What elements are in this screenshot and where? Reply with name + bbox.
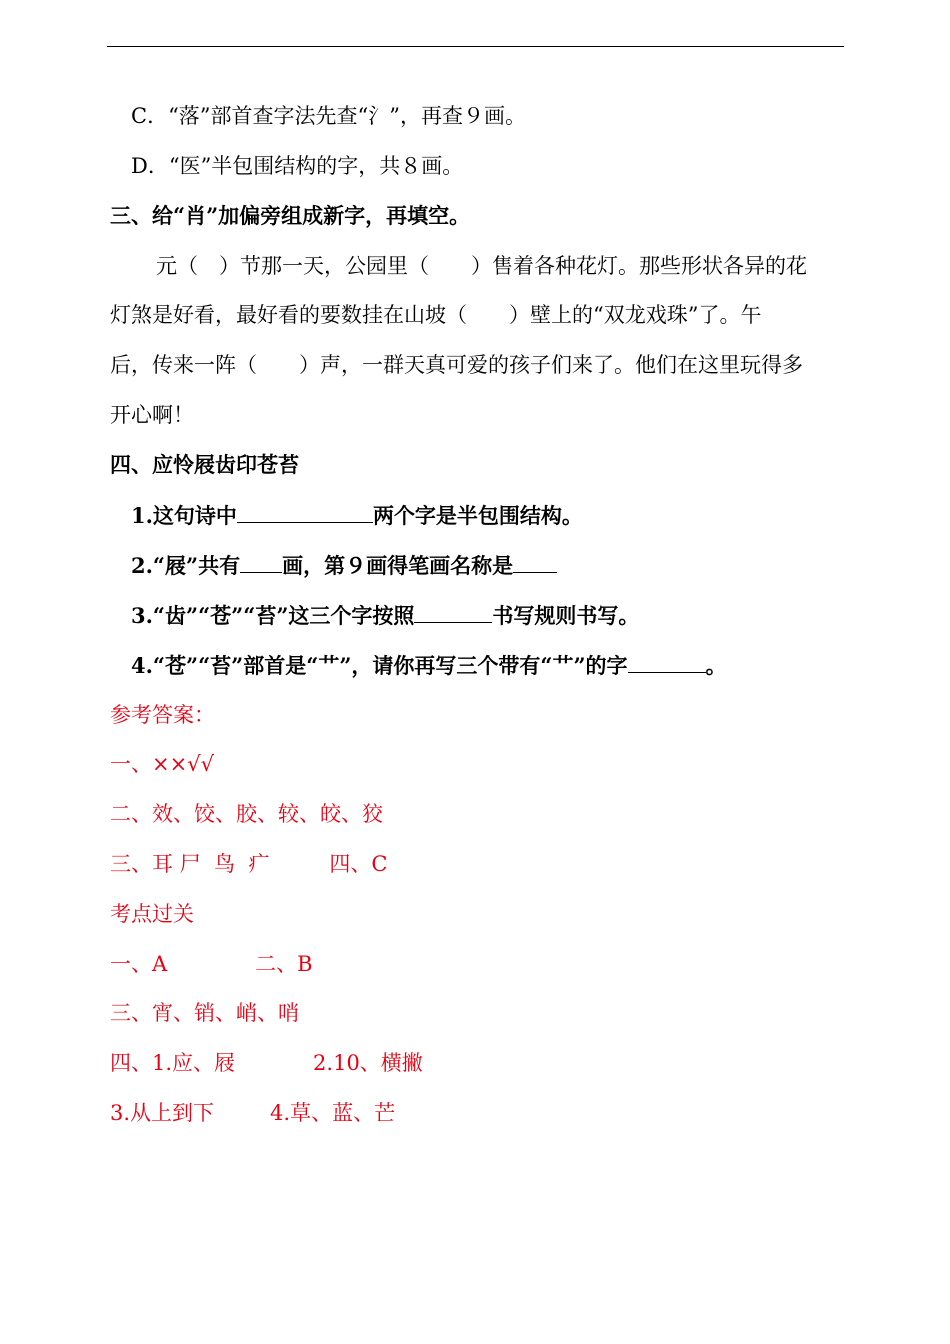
answer-1: 一、××√√ (110, 752, 214, 776)
header-rule (107, 46, 844, 47)
answer-3 (110, 849, 387, 879)
section3-para-line-3: 后，传来一阵（ ）声，一群天真可爱的孩子们来了。他们在这里玩得多 (110, 353, 803, 377)
question-1-text-b: 两个字是半包围结构。 (372, 503, 583, 528)
question-1 (131, 500, 583, 530)
question-2-blank-1[interactable] (240, 550, 282, 573)
question-4 (131, 650, 727, 680)
checkpoint-answer-3 (110, 1048, 423, 1078)
question-2-blank-2[interactable] (513, 550, 557, 573)
checkpoint-answer-1 (110, 949, 313, 979)
checkpoint-answer-3-part-a: 四、1.应、屐 (110, 1051, 236, 1075)
section3-title: 三、给“肖”加偏旁组成新字，再填空。 (110, 203, 471, 228)
checkpoint-answer-4 (110, 1098, 395, 1128)
question-2-text-a: 2.“屐”共有 (131, 553, 241, 578)
question-3-text-a: 3.“齿”“苍”“苔”这三个字按照 (131, 603, 415, 628)
section3-para-line-1: 元（ ）节那一天，公园里（ ）售着各种花灯。那些形状各异的花 (156, 254, 807, 278)
checkpoint-answer-4-part-b: 4.草、蓝、芒 (270, 1101, 396, 1125)
checkpoint-answer-2: 三、宵、销、峭、哨 (110, 1001, 299, 1025)
question-2-text-b: 画，第９画得笔画名称是 (282, 553, 514, 578)
question-3-blank[interactable] (414, 600, 492, 623)
checkpoint-answer-4-part-a: 3.从上到下 (110, 1101, 215, 1125)
answer-2: 二、效、饺、胶、较、皎、狡 (110, 802, 383, 826)
question-4-text-a: 4.“苍”“苔”部首是“艹”，请你再写三个带有“艹”的字 (131, 653, 628, 678)
checkpoint-answer-1-part-a: 一、A (110, 952, 168, 976)
question-3-text-b: 书写规则书写。 (492, 603, 640, 628)
section3-para-line-2: 灯煞是好看，最好看的要数挂在山坡（ ）壁上的“双龙戏珠”了。午 (110, 303, 762, 327)
checkpoint-heading: 考点过关 (110, 902, 194, 926)
question-1-text-a: 1.这句诗中 (131, 503, 237, 528)
answer-3-part-a: 三、耳 尸 鸟 疒 (110, 852, 270, 876)
section3-para-line-4: 开心啊！ (110, 403, 194, 427)
section4-title: 四、应怜屐齿印苍苔 (110, 452, 299, 477)
question-2 (131, 550, 557, 580)
answer-3-part-b: 四、C (329, 852, 388, 876)
question-3 (131, 600, 639, 630)
question-4-text-b: 。 (705, 653, 727, 678)
checkpoint-answer-3-part-b: 2.10、横撇 (313, 1051, 423, 1075)
question-1-blank[interactable] (237, 500, 373, 523)
answers-heading: 参考答案： (110, 703, 215, 727)
option-d: D．“医”半包围结构的字，共８画。 (131, 154, 464, 178)
option-c: C．“落”部首查字法先查“氵”，再查９画。 (131, 104, 527, 128)
checkpoint-answer-1-part-b: 二、B (255, 952, 313, 976)
question-4-blank[interactable] (628, 650, 706, 673)
